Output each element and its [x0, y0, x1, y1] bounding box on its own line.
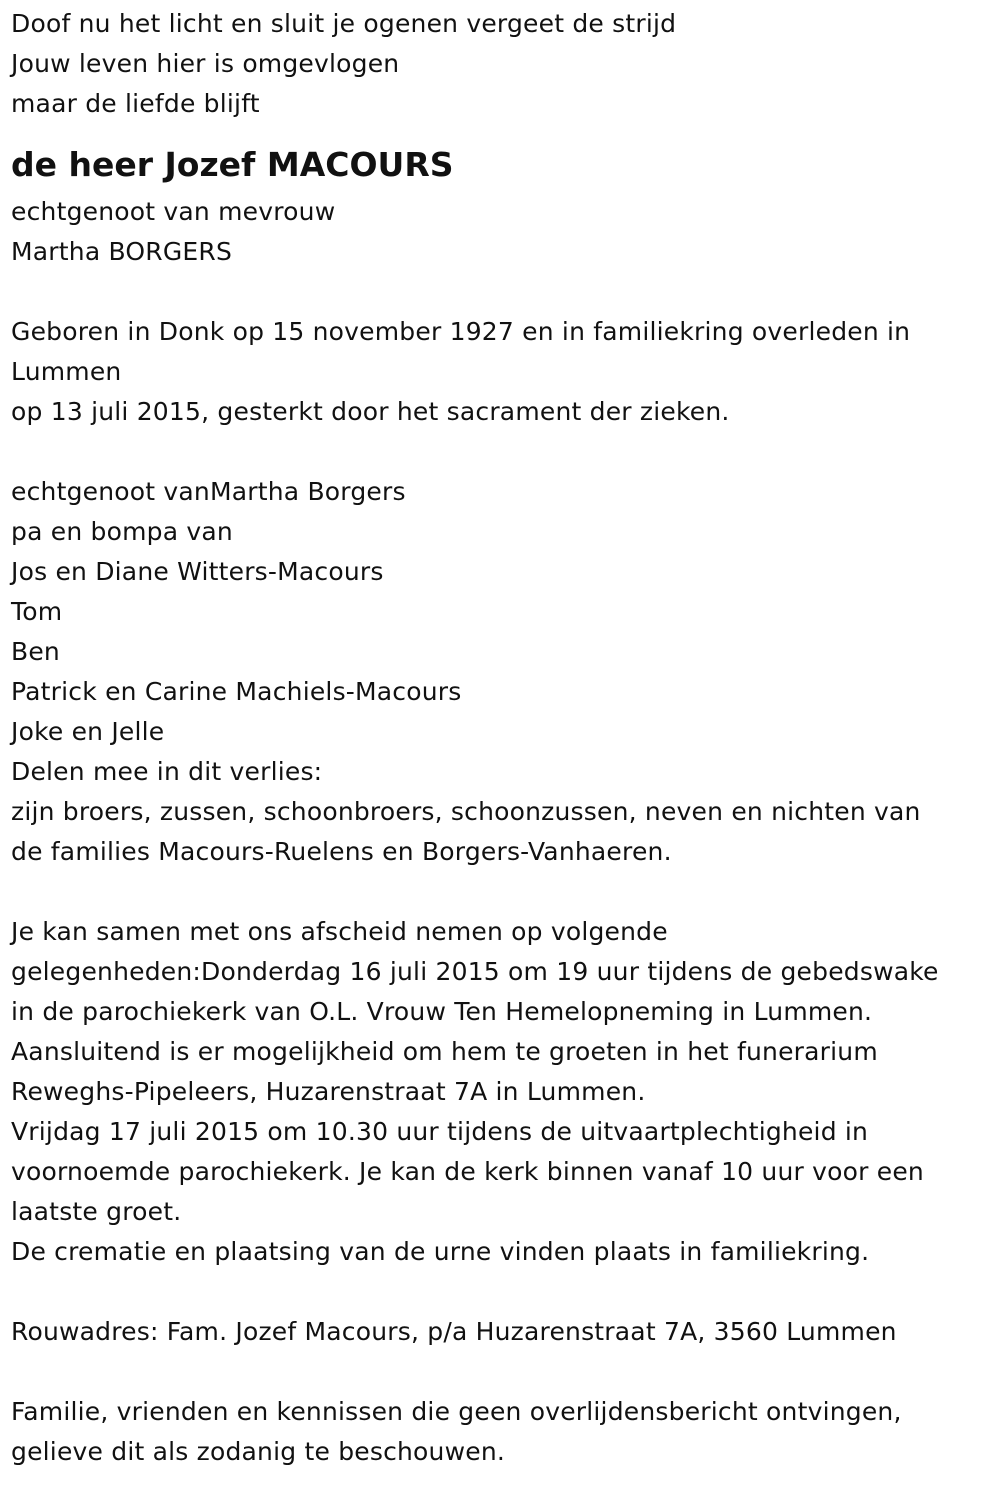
family-block: [11, 472, 991, 872]
poem-line: Jouw leven hier is omgevlogen: [11, 49, 400, 78]
ceremony-line: De crematie en plaatsing van de urne vinden plaats in familiekring.: [11, 1237, 870, 1266]
obituary-notice: [11, 4, 991, 1472]
spacer: [11, 432, 991, 472]
family-line: Delen mee in dit verlies:: [11, 757, 323, 786]
ceremony-line: Vrijdag 17 juli 2015 om 10.30 uur tijdens de uitvaartplechtigheid in: [11, 1117, 869, 1146]
family-line: Tom: [11, 597, 63, 626]
family-line: echtgenoot vanMartha Borgers: [11, 477, 406, 506]
family-line: Joke en Jelle: [11, 717, 165, 746]
ceremony-line: Je kan samen met ons afscheid nemen op volgende: [11, 917, 668, 946]
family-line: pa en bompa van: [11, 517, 233, 546]
birth-death-line: op 13 juli 2015, gesterkt door het sacrament der zieken.: [11, 397, 730, 426]
poem-line: maar de liefde blijft: [11, 89, 260, 118]
poem-block: [11, 4, 991, 124]
spouse-line: echtgenoot van mevrouw: [11, 197, 336, 226]
birth-death-line: Geboren in Donk op 15 november 1927 en in familiekring overleden in: [11, 317, 911, 346]
family-line: Jos en Diane Witters-Macours: [11, 557, 384, 586]
birth-death-block: [11, 312, 991, 432]
closing-line: gelieve dit als zodanig te beschouwen.: [11, 1437, 506, 1466]
ceremony-line: in de parochiekerk van O.L. Vrouw Ten Hemelopneming in Lummen.: [11, 997, 873, 1026]
spacer: [11, 1352, 991, 1392]
birth-death-line: Lummen: [11, 357, 122, 386]
family-line: Ben: [11, 637, 60, 666]
spacer: [11, 872, 991, 912]
spouse-block: [11, 192, 991, 272]
spacer: [11, 1272, 991, 1312]
family-line: de families Macours-Ruelens en Borgers-Vanhaeren.: [11, 837, 672, 866]
closing-line: Familie, vrienden en kennissen die geen overlijdensbericht ontvingen,: [11, 1397, 902, 1426]
ceremony-line: Aansluitend is er mogelijkheid om hem te groeten in het funerarium: [11, 1037, 878, 1066]
deceased-name: de heer Jozef MACOURS: [11, 145, 454, 184]
mourning-address: Rouwadres: Fam. Jozef Macours, p/a Huzarenstraat 7A, 3560 Lummen: [11, 1317, 897, 1346]
family-line: Patrick en Carine Machiels-Macours: [11, 677, 462, 706]
ceremony-block: [11, 912, 991, 1272]
ceremony-line: Reweghs-Pipeleers, Huzarenstraat 7A in Lummen.: [11, 1077, 646, 1106]
spacer: [11, 272, 991, 312]
spouse-line: Martha BORGERS: [11, 237, 233, 266]
ceremony-line: voornoemde parochiekerk. Je kan de kerk binnen vanaf 10 uur voor een: [11, 1157, 924, 1186]
ceremony-line: laatste groet.: [11, 1197, 182, 1226]
family-line: zijn broers, zussen, schoonbroers, schoonzussen, neven en nichten van: [11, 797, 921, 826]
ceremony-line: gelegenheden:Donderdag 16 juli 2015 om 19 uur tijdens de gebedswake: [11, 957, 939, 986]
poem-line: Doof nu het licht en sluit je ogenen vergeet de strijd: [11, 9, 677, 38]
closing-block: [11, 1392, 991, 1472]
